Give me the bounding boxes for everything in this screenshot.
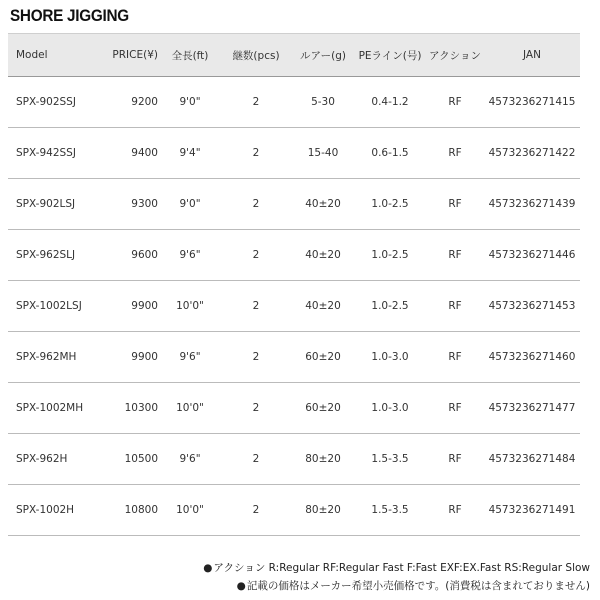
cell-price: 9400 — [131, 147, 158, 159]
cell-lure: 80±20 — [305, 453, 341, 465]
cell-price: 9300 — [131, 198, 158, 210]
cell-price: 10500 — [124, 453, 158, 465]
cell-action: RF — [448, 351, 462, 363]
cell-pieces: 2 — [252, 453, 260, 465]
cell-pe-line: 1.0-3.0 — [371, 402, 409, 414]
table-row — [8, 77, 580, 128]
table-header-row — [8, 33, 580, 77]
header-price: PRICE(¥) — [112, 49, 158, 61]
cell-pe-line: 1.0-2.5 — [371, 198, 409, 210]
cell-pe-line: 1.0-3.0 — [371, 351, 409, 363]
cell-lure: 40±20 — [305, 300, 341, 312]
cell-model: SPX-902LSJ — [16, 198, 76, 210]
table-body — [8, 77, 580, 536]
table-row — [8, 230, 580, 281]
cell-price: 9600 — [131, 249, 158, 261]
cell-jan: 4573236271460 — [488, 351, 576, 363]
cell-pieces: 2 — [252, 351, 260, 363]
header-pe-line: PEライン(号) — [358, 49, 422, 62]
cell-pe-line: 0.4-1.2 — [371, 96, 409, 108]
cell-action: RF — [448, 96, 462, 108]
table-row — [8, 434, 580, 485]
cell-length: 9'0" — [179, 96, 201, 108]
cell-model: SPX-1002MH — [16, 402, 84, 414]
table-row — [8, 332, 580, 383]
cell-pieces: 2 — [252, 249, 260, 261]
cell-pe-line: 0.6-1.5 — [371, 147, 409, 159]
spec-table — [8, 33, 580, 536]
cell-pieces: 2 — [252, 402, 260, 414]
cell-lure: 40±20 — [305, 249, 341, 261]
header-jan: JAN — [523, 49, 541, 61]
cell-jan: 4573236271439 — [488, 198, 576, 210]
cell-model: SPX-962MH — [16, 351, 77, 363]
table-row — [8, 179, 580, 230]
cell-model: SPX-962SLJ — [16, 249, 76, 261]
header-action: アクション — [429, 49, 481, 62]
header-model: Model — [16, 49, 48, 61]
cell-action: RF — [448, 453, 462, 465]
table-row — [8, 383, 580, 434]
cell-length: 9'0" — [179, 198, 201, 210]
cell-jan: 4573236271422 — [488, 147, 576, 159]
cell-model: SPX-942SSJ — [16, 147, 76, 159]
cell-pieces: 2 — [252, 504, 260, 516]
cell-lure: 80±20 — [305, 504, 341, 516]
header-length: 全長(ft) — [171, 49, 209, 62]
price-note-text: 記載の価格はメーカー希望小売価格です。(消費税は含まれておりません) — [246, 580, 590, 592]
cell-length: 9'6" — [179, 351, 201, 363]
cell-jan: 4573236271446 — [488, 249, 576, 261]
cell-length: 9'6" — [179, 249, 201, 261]
cell-lure: 5-30 — [311, 96, 335, 108]
cell-model: SPX-902SSJ — [16, 96, 76, 108]
cell-pieces: 2 — [252, 147, 260, 159]
cell-lure: 40±20 — [305, 198, 341, 210]
cell-pieces: 2 — [252, 300, 260, 312]
cell-model: SPX-962H — [16, 453, 68, 465]
bullet-icon: ● — [236, 580, 246, 592]
cell-length: 10'0" — [176, 300, 204, 312]
bullet-icon: ● — [203, 562, 213, 574]
cell-pe-line: 1.0-2.5 — [371, 249, 409, 261]
cell-price: 10800 — [124, 504, 158, 516]
cell-action: RF — [448, 147, 462, 159]
cell-jan: 4573236271484 — [488, 453, 576, 465]
page-title: SHORE JIGGING — [10, 6, 129, 25]
cell-jan: 4573236271477 — [488, 402, 576, 414]
cell-jan: 4573236271491 — [488, 504, 576, 516]
cell-length: 9'6" — [179, 453, 201, 465]
cell-pe-line: 1.5-3.5 — [371, 504, 409, 516]
action-legend-text: アクション R:Regular RF:Regular Fast F:Fast EXF:EX.Fast RS:Regular Slow — [213, 562, 590, 574]
cell-action: RF — [448, 402, 462, 414]
cell-action: RF — [448, 300, 462, 312]
cell-pe-line: 1.0-2.5 — [371, 300, 409, 312]
cell-length: 10'0" — [176, 504, 204, 516]
header-lure: ルアー(g) — [299, 49, 347, 62]
cell-pieces: 2 — [252, 198, 260, 210]
cell-jan: 4573236271453 — [488, 300, 576, 312]
cell-lure: 15-40 — [307, 147, 339, 159]
price-note — [203, 577, 590, 595]
header-pieces: 継数(pcs) — [232, 49, 280, 62]
cell-jan: 4573236271415 — [488, 96, 576, 108]
cell-pe-line: 1.5-3.5 — [371, 453, 409, 465]
action-legend-note — [203, 559, 590, 577]
footnotes — [203, 559, 590, 595]
cell-pieces: 2 — [252, 96, 260, 108]
cell-length: 10'0" — [176, 402, 204, 414]
table-row — [8, 128, 580, 179]
cell-price: 10300 — [124, 402, 158, 414]
cell-lure: 60±20 — [305, 351, 341, 363]
cell-price: 9200 — [131, 96, 158, 108]
cell-price: 9900 — [131, 351, 158, 363]
cell-action: RF — [448, 249, 462, 261]
cell-action: RF — [448, 198, 462, 210]
table-row — [8, 485, 580, 536]
cell-model: SPX-1002LSJ — [16, 300, 82, 312]
cell-model: SPX-1002H — [16, 504, 75, 516]
table-row — [8, 281, 580, 332]
cell-price: 9900 — [131, 300, 158, 312]
cell-lure: 60±20 — [305, 402, 341, 414]
cell-action: RF — [448, 504, 462, 516]
cell-length: 9'4" — [179, 147, 201, 159]
